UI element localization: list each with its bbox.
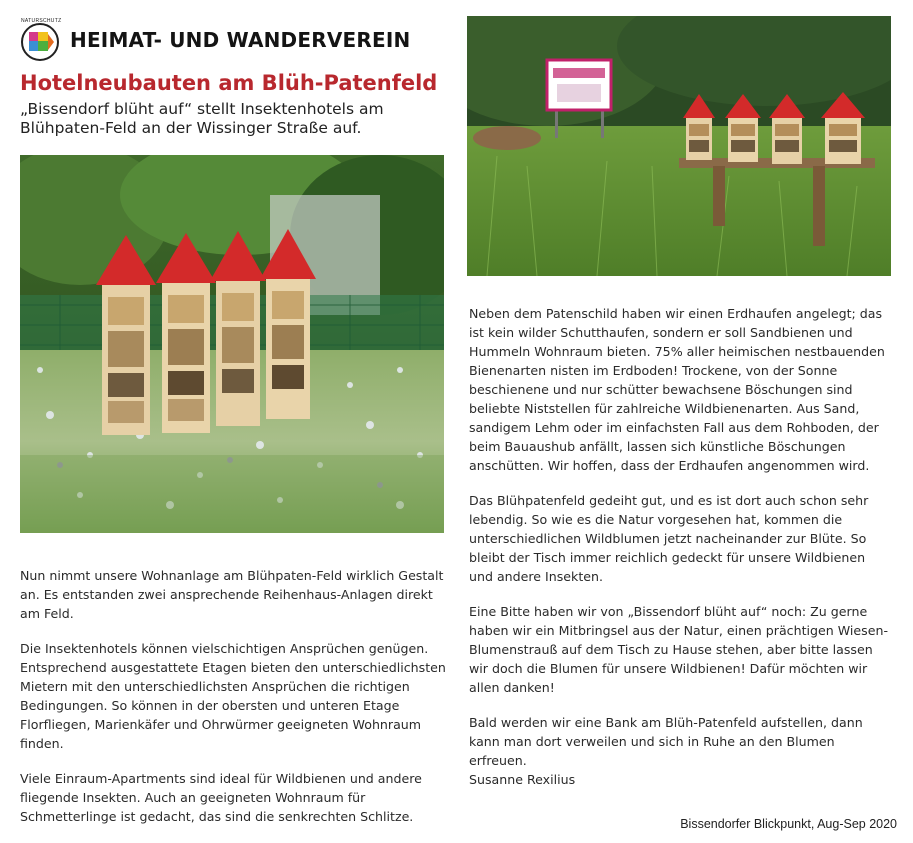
left-paragraph-2: Die Insektenhotels können vielschichtigen Ansprüchen genügen. Entsprechend ausgestattete Etagen bieten den unterschiedlichsten Mietern mit den unterschiedlichsten Ansprüchen die richtigen Bedingungen. So können in der obersten und unteren Etage Florfliegen, Marienkäfer und Ohrwürmer geeigneten Wohnraum finden.: [20, 641, 446, 751]
association-name: HEIMAT- UND WANDERVEREIN: [70, 28, 411, 52]
article-subline: „Bissendorf blüht auf“ stellt Insektenhotels am Blühpaten-Feld an der Wissinger Straße auf.: [20, 100, 384, 137]
right-paragraph-2: Das Blühpatenfeld gedeiht gut, und es ist dort auch schon sehr lebendig. So wie es die Natur vorgesehen hat, kommen die unterschiedlichen Wildblumen jetzt nacheinander zur Blüte. So bleibt der Tisch immer reichlich gedeckt für unsere Wildbienen und andere Insekten.: [469, 493, 869, 584]
left-paragraph-3: Viele Einraum-Apartments sind ideal für Wildbienen und andere fliegende Insekten. Auch an geeigneten Wohnraum für Schmetterlinge ist gedacht, das sind die senkrechten Schlitze.: [20, 771, 422, 824]
article-headline: Hotelneubauten am Blüh-Patenfeld: [20, 71, 438, 95]
photo-insect-hotels-meadow: [20, 155, 444, 533]
left-text-column: [20, 566, 446, 826]
left-paragraph-1: Nun nimmt unsere Wohnanlage am Blühpaten-Feld wirklich Gestalt an. Es entstanden zwei ansprechende Reihenhaus-Anlagen direkt am Feld.: [20, 568, 444, 621]
right-paragraph-4: Bald werden wir eine Bank am Blüh-Patenfeld aufstellen, dann kann man dort verweilen und sich in Ruhe an den Blumen erfreuen.: [469, 715, 863, 768]
right-text-column: [469, 304, 893, 789]
right-paragraph-1: Neben dem Patenschild haben wir einen Erdhaufen angelegt; das ist kein wilder Schutthaufen, sondern er soll Sandbienen und Hummeln Wohnraum bieten. 75% aller heimischen nestbauenden Bienenarten nisten im Erdboden! Trockene, von der Sonne beschienene und nur schütter bewachsene Böschungen sind beliebte Niststellen für zahlreiche Wildbienenarten. Aus Sand, sandigem Lehm oder im einfachsten Fall aus dem Rohboden, der beim Bauaushub anfällt, lassen sich künstliche Böschungen anschütten. Wir hoffen, dass der Erdhaufen angenommen wird.: [469, 306, 885, 473]
source-credit: Bissendorfer Blickpunkt, Aug-Sep 2020: [680, 817, 897, 831]
association-logo-icon: [20, 22, 60, 62]
right-paragraph-3: Eine Bitte haben wir von „Bissendorf blüht auf“ noch: Zu gerne haben wir ein Mitbringsel aus der Natur, einen prächtigen Wiesen-Blumenstrauß auf dem Tisch zu Hause stehen, aber bitte lassen wir doch die Blumen für unsere Wildbienen! Dafür möchten wir allen danken!: [469, 604, 889, 695]
author-name: Susanne Rexilius: [469, 772, 576, 787]
logo-text: NATURSCHUTZ: [21, 18, 62, 24]
photo-hotels-sign-field: [467, 16, 891, 276]
